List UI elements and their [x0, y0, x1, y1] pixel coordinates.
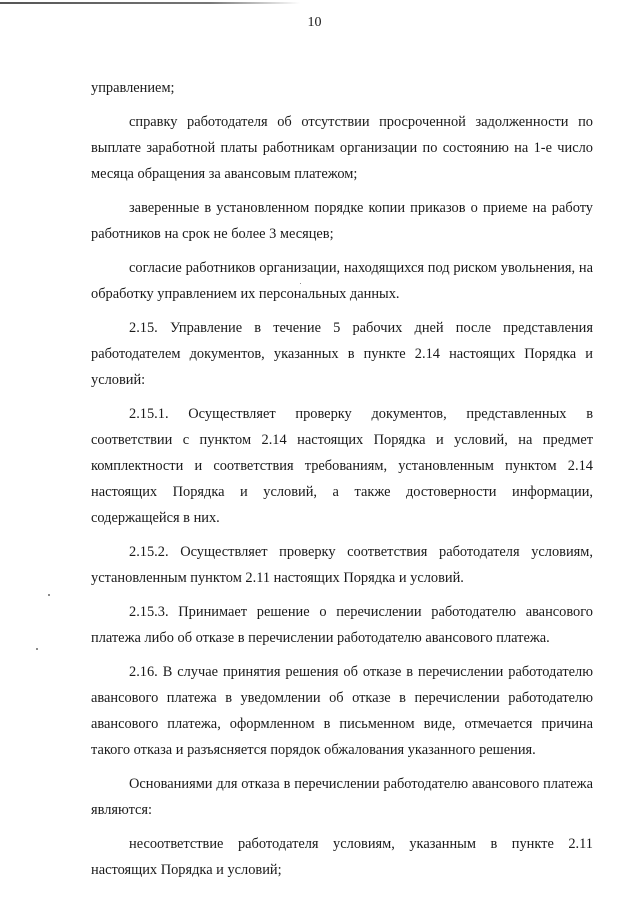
- paragraph-consent: согласие работников организации, находящихся под риском увольнения, на обработку управлением их персональных данных.: [91, 260, 593, 302]
- paragraph-continuation: управлением;: [91, 80, 175, 96]
- scan-speck: [48, 594, 50, 596]
- paragraph-order-copies: заверенные в установленном порядке копии приказов о приеме на работу работников на срок не более 3 месяцев;: [91, 200, 593, 242]
- paragraph-2-15: 2.15. Управление в течение 5 рабочих дней после представления работодателем документов, указанных в пункте 2.14 настоящих Порядка и условий:: [91, 320, 593, 388]
- scan-speck: [36, 648, 38, 650]
- paragraph-2-15-2: 2.15.2. Осуществляет проверку соответствия работодателя условиям, установленным пунктом 2.11 настоящих Порядка и условий.: [91, 544, 593, 586]
- scan-edge-line: [0, 2, 300, 4]
- scan-speck: [300, 283, 301, 284]
- paragraph-refusal-grounds: Основаниями для отказа в перечислении работодателю авансового платежа являются:: [91, 776, 593, 818]
- page-number: 10: [307, 15, 322, 30]
- paragraph-nonconformity: несоответствие работодателя условиям, указанным в пункте 2.11 настоящих Порядка и условий;: [91, 836, 593, 878]
- paragraph-2-16: 2.16. В случае принятия решения об отказе в перечислении работодателю авансового платежа в уведомлении об отказе в перечислении работодателю авансового платежа, оформленном в письменном виде, отмечается причина такого отказа и разъясняется порядок обжалования указанного решения.: [91, 664, 593, 758]
- paragraph-2-15-1: 2.15.1. Осуществляет проверку документов, представленных в соответствии с пунктом 2.14 настоящих Порядка и условий, на предмет комплектности и соответствия требованиям, установленным пунктом 2.14 настоящих Порядка и условий, а также достоверности информации, содержащейся в них.: [91, 406, 593, 526]
- document-body: [91, 75, 593, 883]
- paragraph-2-15-3: 2.15.3. Принимает решение о перечислении работодателю авансового платежа либо об отказе в перечислении работодателю авансового платежа.: [91, 604, 593, 646]
- paragraph-employer-certificate: справку работодателя об отсутствии просроченной задолженности по выплате заработной платы работникам организации по состоянию на 1-е число месяца обращения за авансовым платежом;: [91, 114, 593, 182]
